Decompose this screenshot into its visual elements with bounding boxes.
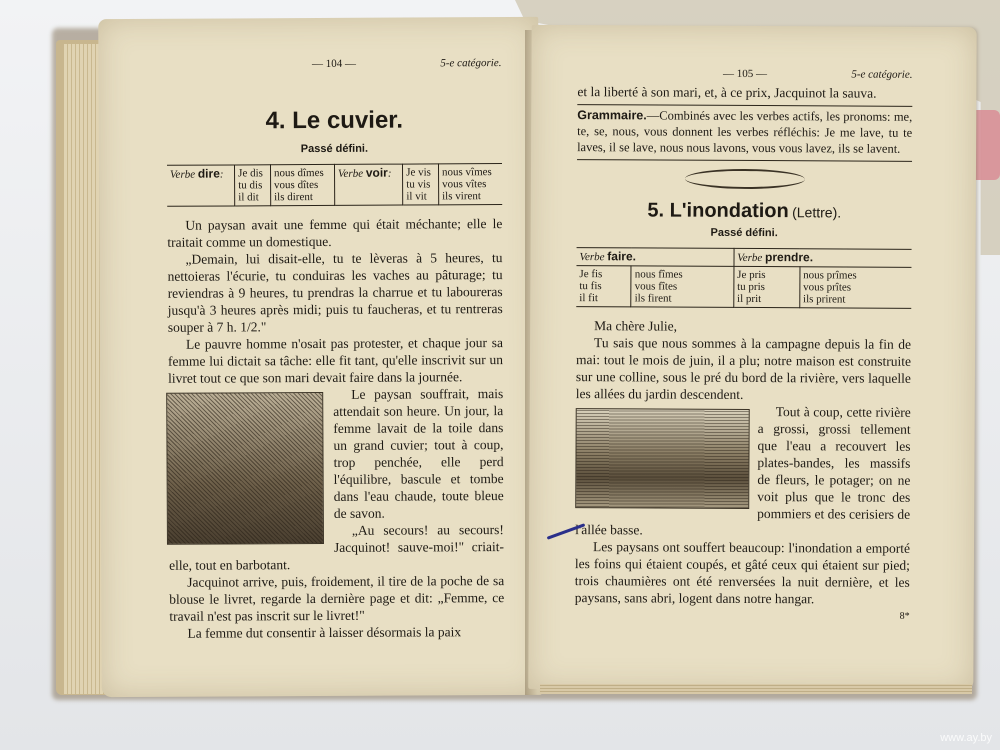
letter-text [575, 317, 912, 625]
verb-forms-plural: nous dîmes vous dîtes ils dirent [270, 164, 334, 205]
paragraph: Tu sais que nous sommes à la campagne depuis la fin de mai: tout le mois de juin, il a plu; notre maison est construite sur une colline, sous le pré du bord de la rivière, vers laquelle les allées du jardin descendent. [575, 335, 912, 402]
category-label: 5-e catégorie. [851, 68, 913, 81]
category-label: 5-e catégorie. [440, 57, 502, 70]
paragraph: Le pauvre homme n'osait pas protester, et chaque jour sa femme lui dictait sa tâche: elle fit tant, qu'elle inscrivit sur un livret tout ce que son mari devait faire dans la journée. [167, 335, 504, 386]
verb-label: Verbe faire. [576, 248, 733, 267]
page-header [577, 65, 912, 85]
verb-forms-plural: nous fîmes vous fîtes ils firent [631, 266, 734, 308]
right-page [528, 25, 976, 691]
washtub-illustration [166, 392, 324, 545]
grammar-title: Grammaire. [577, 108, 647, 123]
paragraph: et la liberté à son mari, et, à ce prix, Jacquinot la sauva. [577, 84, 877, 101]
paragraph: Jacquinot arrive, puis, froidement, il tire de la poche de sa blouse le livret, regarde la dernière page et dit: „Femme, ce travail n'est pas inscrit sur le livret!" [169, 573, 505, 624]
salutation: Ma chère Julie, [594, 318, 678, 334]
paragraph: Le paysan souffrait, mais attendait son heure. Un jour, la femme lavait de la toile dans un grand cuvier; tout à coup, trop penchée, elle perd l'équilibre, bascule et tombe dans l'eau chaude, toute bleue de savon. [333, 386, 504, 521]
verb-label: Verbe voir: [334, 164, 402, 205]
decorative-ornament [684, 169, 804, 190]
conjugation-table [167, 163, 502, 207]
conjugation-table [576, 247, 911, 309]
paragraph: La femme dut consentir à laisser désormais la paix [187, 624, 462, 641]
grammar-box [577, 104, 912, 162]
lesson-title: 5. L'inondation (Lettre). [647, 199, 842, 223]
verb-label: Verbe dire: [167, 165, 235, 206]
paragraph: „Au secours! au secours! Jacquinot! sauve-moi!" criait-elle, tout en barbotant. [169, 522, 505, 573]
verb-label: Verbe prendre. [734, 248, 912, 267]
flood-landscape-illustration [575, 408, 750, 509]
page-edges-bottom [540, 684, 972, 694]
verb-forms-plural: nous vîmes vous vîtes ils virent [438, 164, 502, 205]
lesson-subtitle: Passé défini. [300, 142, 369, 156]
verb-forms-singular: Je dis tu dis il dit [235, 165, 271, 206]
paragraph: Un paysan avait une femme qui était méchante; elle le traitait comme un domestique. [167, 216, 503, 250]
verb-forms-singular: Je vis tu vis il vit [403, 164, 439, 205]
lesson-title: 4. Le cuvier. [265, 106, 404, 135]
story-text [167, 215, 504, 642]
verb-forms-singular: Je pris tu pris il prit [734, 266, 800, 307]
grammar-text: —Combinés avec les verbes actifs, les pronoms: me, te, se, nous, vous donnent les verbes réfléchis: Je me lave, tu te laves, il se lave, nous nous lavons, vous vous lavez, ils se lavent. [577, 108, 913, 156]
page-number: — 105 — [722, 67, 768, 81]
paragraph: Tout à coup, cette rivière a grossi, grossi tellement que l'eau a recouvert les plates-bandes, les massifs de fleurs, le potager; on ne voit plus que le tronc des pommiers et des cerisiers de l'allée basse. [575, 404, 911, 538]
paragraph: „Demain, lui disait-elle, tu te lèveras à 5 heures, tu nettoieras l'écurie, tu conduiras les vaches au pâturage; tu reviendras à 9 heures, tu prendras la charrue et tu laboureras jusqu'à 3 heures après midi; puis tu faucheras, et tu rentreras souper à 7 h. 1/2." [167, 250, 503, 335]
verb-forms-plural: nous prîmes vous prîtes ils prirent [799, 267, 911, 309]
page-number: — 104 — [311, 57, 356, 71]
verb-forms-singular: Je fis tu fis il fit [576, 266, 631, 307]
watermark: www.ay.by [940, 732, 992, 744]
page-header [166, 55, 501, 75]
paragraph: Les paysans ont souffert beaucoup: l'inondation a emporté les foins qui étaient coupés, et gâté ceux qui étaient sur pied; trois chaumières ont été renversées la nuit dernière, et les paysans, sans abri, logent dans notre hangar. [574, 539, 911, 607]
left-page [98, 17, 542, 697]
signature-mark: 8* [899, 610, 910, 622]
lesson-subtitle: Passé défini. [710, 226, 778, 240]
